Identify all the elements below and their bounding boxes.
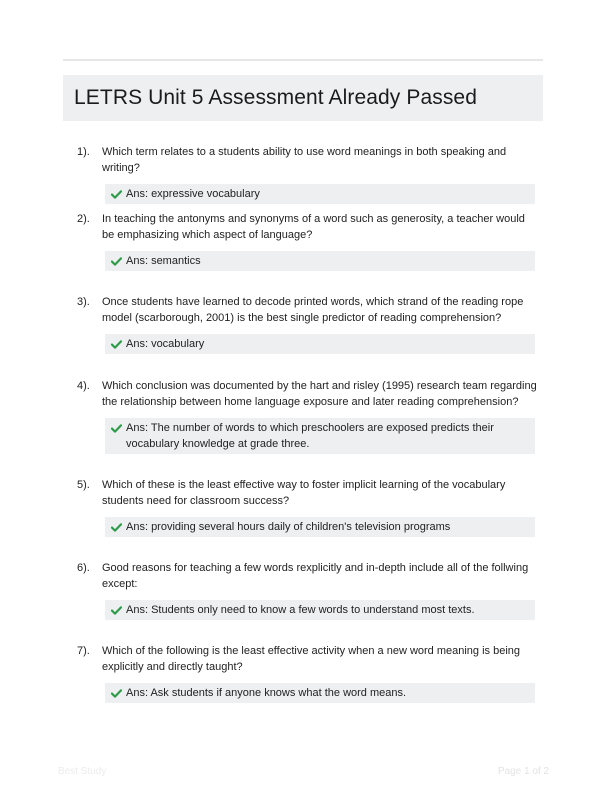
answer-text: Ans: The number of words to which preschoolers are exposed predicts their vocabulary knowledge at grade three. bbox=[126, 422, 494, 450]
question-row bbox=[63, 560, 543, 592]
answer-box bbox=[105, 418, 535, 454]
answer-box bbox=[105, 517, 535, 537]
question-number: 1). bbox=[77, 146, 90, 158]
answer-text: Ans: expressive vocabulary bbox=[126, 188, 260, 200]
check-icon bbox=[111, 253, 122, 269]
footer-watermark: Best Study bbox=[58, 766, 107, 777]
question-text: Which term relates to a students ability to use word meanings in both speaking and writing? bbox=[102, 146, 507, 174]
answer-box bbox=[105, 600, 535, 620]
question-number: 3). bbox=[77, 296, 90, 308]
check-icon bbox=[111, 420, 122, 436]
question-row bbox=[63, 643, 543, 675]
question-text: Which conclusion was documented by the hart and risley (1995) research team regarding the relationship between home language exposure and later reading comprehension? bbox=[102, 380, 537, 408]
answer-text: Ans: providing several hours daily of children's television programs bbox=[126, 521, 451, 533]
question-number: 5). bbox=[77, 479, 90, 491]
answer-box bbox=[105, 334, 535, 354]
question-item bbox=[63, 378, 543, 454]
answer-text: Ans: vocabulary bbox=[126, 338, 205, 350]
question-item bbox=[63, 144, 543, 204]
answer-box bbox=[105, 683, 535, 703]
question-text: Once students have learned to decode printed words, which strand of the reading rope model (scarborough, 2001) is the best single predictor of reading comprehension? bbox=[102, 296, 524, 324]
check-icon bbox=[111, 685, 122, 701]
check-icon bbox=[111, 602, 122, 618]
question-text: In teaching the antonyms and synonyms of a word such as generosity, a teacher would be emphasizing which aspect of language? bbox=[102, 213, 525, 241]
question-text: Which of these is the least effective way to foster implicit learning of the vocabulary students need for classroom success? bbox=[102, 479, 506, 507]
question-number: 4). bbox=[77, 380, 90, 392]
answer-text: Ans: semantics bbox=[126, 255, 201, 267]
check-icon bbox=[111, 186, 122, 202]
question-row bbox=[63, 144, 543, 176]
answer-box bbox=[105, 251, 535, 271]
answer-text: Ans: Ask students if anyone knows what the word means. bbox=[126, 687, 407, 699]
question-number: 6). bbox=[77, 562, 90, 574]
question-number: 7). bbox=[77, 645, 90, 657]
question-row bbox=[63, 477, 543, 509]
question-row bbox=[63, 378, 543, 410]
answer-box bbox=[105, 184, 535, 204]
question-row bbox=[63, 294, 543, 326]
question-row bbox=[63, 211, 543, 243]
question-item bbox=[63, 643, 543, 703]
answer-text: Ans: Students only need to know a few words to understand most texts. bbox=[126, 604, 475, 616]
top-divider bbox=[63, 59, 543, 61]
check-icon bbox=[111, 336, 122, 352]
title-banner bbox=[63, 75, 543, 121]
check-icon bbox=[111, 519, 122, 535]
question-item bbox=[63, 560, 543, 620]
question-item bbox=[63, 477, 543, 537]
page-indicator: Page 1 of 2 bbox=[497, 766, 549, 777]
question-item bbox=[63, 294, 543, 354]
question-item bbox=[63, 211, 543, 271]
question-text: Good reasons for teaching a few words rexplicitly and in-depth include all of the follwing except: bbox=[102, 562, 529, 590]
question-text: Which of the following is the least effective activity when a new word meaning is being explicitly and directly taught? bbox=[102, 645, 521, 673]
page-title: LETRS Unit 5 Assessment Already Passed bbox=[74, 86, 477, 109]
question-number: 2). bbox=[77, 213, 90, 225]
